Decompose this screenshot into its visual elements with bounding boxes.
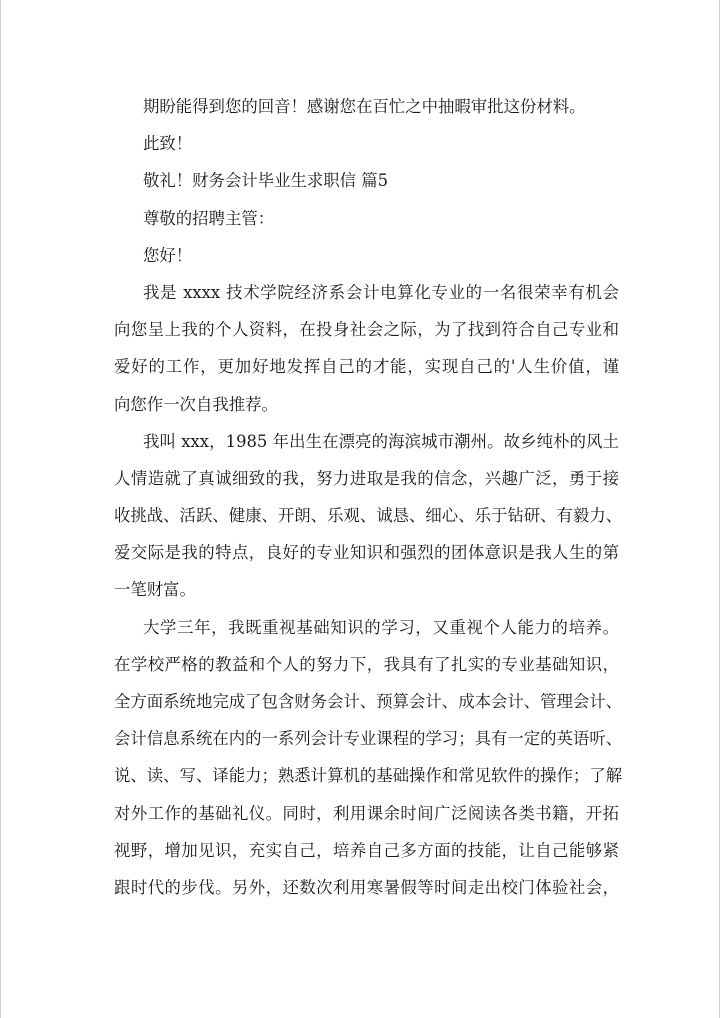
text-line: 您好！	[143, 245, 193, 265]
text-line: 视野，增加见识，充实自己，培养自己多方面的技能，让自己能够紧	[114, 840, 619, 860]
text-line: 向您作一次自我推荐。	[114, 394, 278, 414]
text-line: 一笔财富。	[114, 580, 196, 600]
text-line: 会计信息系统在内的一系列会计专业课程的学习；具有一定的英语听、	[114, 729, 623, 749]
text-line: 人情造就了真诚细致的我，努力进取是我的信念，兴趣广泛，勇于接	[114, 468, 619, 488]
text-line: 爱好的工作，更加好地发挥自己的才能，实现自己的'人生价值，谨	[114, 357, 619, 377]
text-line: 大学三年，我既重视基础知识的学习，又重视个人能力的培养。	[143, 617, 619, 637]
text-line: 对外工作的基础礼仪。同时，利用课余时间广泛阅读各类书籍，开拓	[114, 803, 619, 823]
text-line: 全方面系统地完成了包含财务会计、预算会计、成本会计、管理会计、	[114, 692, 623, 711]
text-line: 跟时代的步伐。另外，还数次利用寒暑假等时间走出校门体验社会，	[114, 877, 619, 897]
text-line: 我叫 xxx，1985 年出生在漂亮的海滨城市潮州。故乡纯朴的风土	[143, 431, 619, 451]
letter-body	[114, 88, 623, 906]
text-line: 说、读、写、译能力；熟悉计算机的基础操作和常见软件的操作；了解	[114, 766, 623, 786]
text-line: 在学校严格的教益和个人的努力下，我具有了扎实的专业基础知识，	[114, 654, 619, 674]
text-line: 我是 xxxx 技术学院经济系会计电算化专业的一名很荣幸有机会	[143, 282, 619, 302]
text-line: 向您呈上我的个人资料，在投身社会之际，为了找到符合自己专业和	[114, 320, 619, 340]
text-line: 爱交际是我的特点，良好的专业知识和强烈的团体意识是我人生的第	[114, 543, 619, 563]
text-line: 此致！	[143, 134, 193, 154]
text-line: 敬礼！财务会计毕业生求职信 篇5	[143, 171, 389, 191]
text-line: 期盼能得到您的回音！感谢您在百忙之中抽暇审批这份材料。	[143, 97, 586, 116]
text-line: 收挑战、活跃、健康、开朗、乐观、诚恳、细心、乐于钻研、有毅力、	[114, 506, 623, 526]
text-line: 尊敬的招聘主管：	[143, 208, 275, 228]
